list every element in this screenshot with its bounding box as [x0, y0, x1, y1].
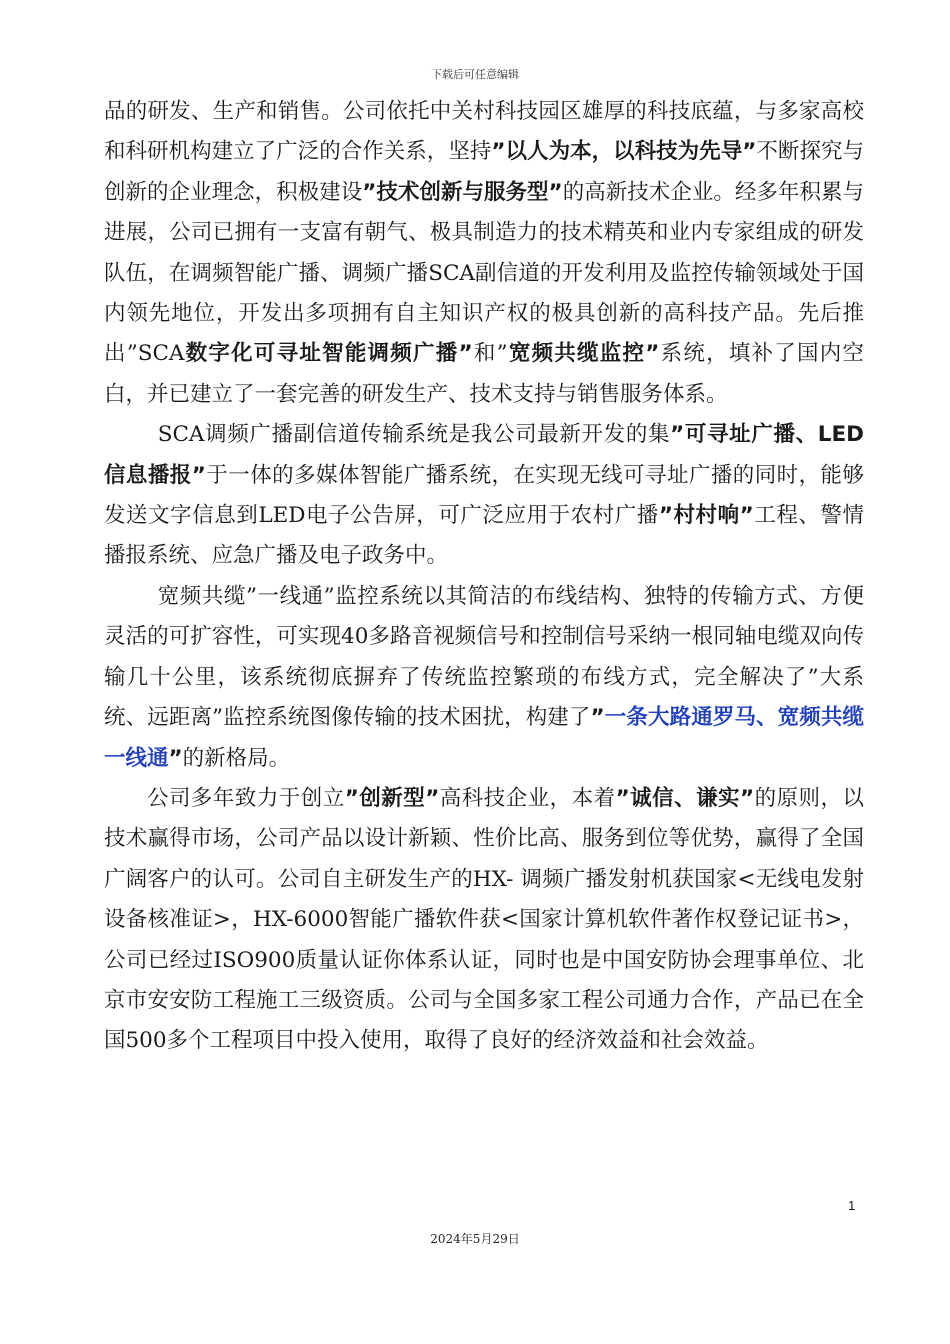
page-header: 下载后可任意编辑 — [431, 68, 519, 81]
emphasis-text: 数字化可寻址智能调频广播” — [184, 341, 473, 367]
footer-date: 2024年5月29日 — [430, 1232, 520, 1246]
text-segment: 系统，填补了国内空白，并已建立了一套完善的研发生产、技术支持与销售服务体系。 — [104, 341, 864, 407]
emphasis-text: ”创新型” — [344, 785, 440, 811]
text-segment: 不断探究与创新的企业理念，积极建设 — [104, 139, 864, 205]
page-number: 1 — [848, 1198, 856, 1213]
emphasis-text: ”技术创新与服务型” — [362, 179, 563, 205]
emphasis-text: 宽频共缆监控” — [507, 341, 660, 367]
paragraph — [104, 779, 864, 1062]
text-segment: 宽频共缆”一线通”监控系统以其简洁的布线结构、独特的传输方式、方便灵活的可扩容性，可实现40多路音视频信号和控制信号采纳一根同轴电缆双向传输几十公里，该系统彻底摒弃了传统监控繁琐的布线方式，完全解决了”大系统、远距离”监控系统图像传输的技术困扰，构建了 — [104, 583, 864, 731]
paragraph — [104, 577, 864, 779]
emphasis-text: ” — [590, 705, 605, 731]
paragraph — [104, 415, 864, 577]
text-segment: 品的研发、生产和销售。公司依托中关村科技园区雄厚的科技底蕴，与多家高校和科研机构建立了广泛的合作关系，坚持 — [104, 99, 864, 165]
emphasis-text: ”以人为本，以科技为先导” — [491, 139, 757, 165]
emphasis-text: ”诚信、谦实” — [615, 785, 755, 811]
emphasis-text: ” — [168, 745, 183, 771]
text-segment: SCA调频广播副信道传输系统是我公司最新开发的集 — [157, 422, 671, 448]
emphasis-text: ”村村响” — [658, 503, 754, 529]
text-segment: 公司多年致力于创立 — [147, 785, 345, 811]
text-segment: 的新格局。 — [182, 745, 291, 771]
text-segment: 的原则，以技术赢得市场，公司产品以设计新颖、性价比高、服务到位等优势，赢得了全国广阔客户的认可。公司自主研发生产的HX- 调频广播发射机获国家<无线电发射设备核准证>，HX-6000智能广播软件获<国家计算机软件著作权登记证书>，公司已经过ISO900质量认证你体系认证，同时也是中国安防协会理事单位、北京市安安防工程施工三级资质。公司与全国多家工程公司通力合作，产品已在全国500多个工程项目中投入使用，取得了良好的经济效益和社会效益。 — [104, 785, 864, 1054]
text-segment: 的高新技术企业。经多年积累与进展，公司已拥有一支富有朝气、极具制造力的技术精英和业内专家组成的研发队伍，在调频智能广播、调频广播SCA副信道的开发利用及监控传输领域处于国内领先地位，开发出多项拥有自主知识产权的极具创新的高科技产品。先后推出”SCA — [104, 179, 864, 367]
emphasis-text: 一条大路通罗马、宽频共缆一线通 — [104, 705, 864, 771]
text-segment: 和” — [472, 341, 508, 367]
text-segment: 于一体的多媒体智能广播系统，在实现无线可寻址广播的同时，能够发送文字信息到LED电子公告屏，可广泛应用于农村广播 — [104, 462, 864, 529]
text-segment: 高科技企业，本着 — [439, 785, 616, 811]
paragraph — [104, 92, 864, 415]
emphasis-text: ”可寻址广播、LED信息播报” — [104, 422, 864, 488]
document-body — [104, 92, 864, 1062]
text-segment: 工程、警情播报系统、应急广播及电子政务中。 — [104, 503, 864, 569]
